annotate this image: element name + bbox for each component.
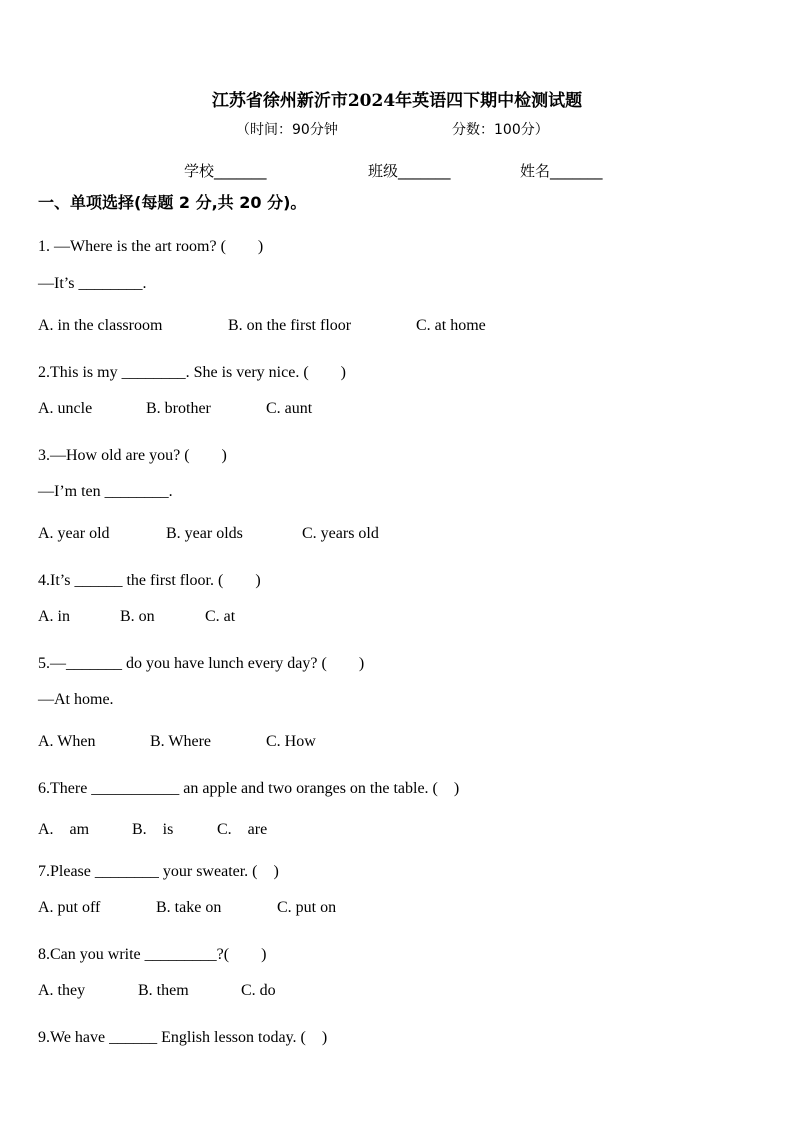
question-4-option-a: A. in (38, 608, 70, 625)
question-4-stem: 4.It’s ______ the first floor. ( ) (38, 572, 261, 589)
exam-time: （时间：90分钟 (236, 122, 338, 138)
question-3-answer-line: —I’m ten ________. (38, 483, 173, 500)
question-3-stem: 3.—How old are you? ( ) (38, 447, 227, 464)
question-1-option-a: A. in the classroom (38, 317, 163, 334)
question-3-option-b: B. year olds (166, 525, 243, 542)
class-field: 班级_______ (368, 162, 451, 180)
question-2-option-c: C. aunt (266, 400, 313, 417)
question-2-option-a: A. uncle (38, 400, 93, 417)
school-field: 学校_______ (184, 162, 267, 180)
question-1-answer-line: —It’s ________. (38, 275, 147, 292)
question-5-option-a: A. When (38, 733, 96, 750)
question-2-stem: 2.This is my ________. She is very nice. ( ) (38, 364, 346, 381)
question-6-option-a: A. am (38, 821, 90, 838)
question-7-option-c: C. put on (277, 899, 337, 916)
question-4-option-b: B. on (120, 608, 155, 625)
question-9-stem: 9.We have ______ English lesson today. ( ) (38, 1029, 328, 1046)
question-5-answer-line: —At home. (38, 691, 114, 708)
question-8-option-c: C. do (241, 982, 276, 999)
question-1-stem: 1. —Where is the art room? ( ) (38, 238, 264, 255)
page-title: 江苏省徐州新沂市2024年英语四下期中检测试题 (211, 91, 583, 111)
question-7-stem: 7.Please ________ your sweater. ( ) (38, 863, 279, 880)
exam-score: 分数：100分） (452, 122, 549, 138)
question-7-option-b: B. take on (156, 899, 222, 916)
question-8-stem: 8.Can you write _________?( ) (38, 946, 267, 963)
question-6-option-b: B. is (132, 821, 174, 838)
question-7-option-a: A. put off (38, 899, 101, 916)
name-field: 姓名_______ (520, 162, 603, 180)
question-5-option-b: B. Where (150, 733, 212, 750)
question-8-option-b: B. them (138, 982, 189, 999)
question-3-option-c: C. years old (302, 525, 379, 542)
question-6-stem: 6.There ___________ an apple and two oranges on the table. ( ) (38, 780, 460, 797)
question-8-option-a: A. they (38, 982, 86, 999)
question-5-option-c: C. How (266, 733, 316, 750)
question-1-option-c: C. at home (416, 317, 486, 334)
section-heading: 一、单项选择(每题 2 分,共 20 分)。 (38, 193, 307, 212)
question-2-option-b: B. brother (146, 400, 211, 417)
question-5-stem: 5.—_______ do you have lunch every day? ( ) (38, 655, 365, 672)
question-6-option-c: C. are (217, 821, 268, 838)
question-1-option-b: B. on the first floor (228, 317, 352, 334)
question-3-option-a: A. year old (38, 525, 110, 542)
question-4-option-c: C. at (205, 608, 236, 625)
